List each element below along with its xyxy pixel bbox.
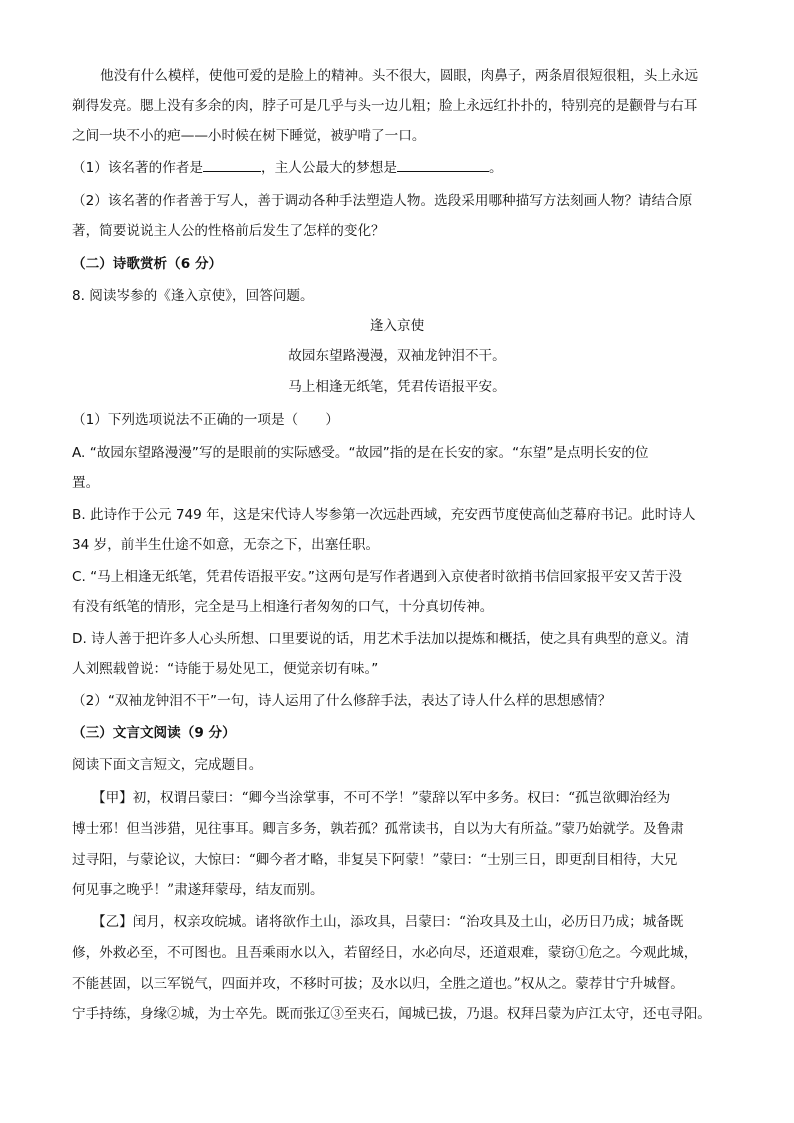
poem-title: 逢入京使 [369,318,425,334]
jia-line-3: 过寻阳，与蒙论议，大惊曰：“卿今者才略，非复吴下阿蒙！”蒙曰：“士别三日，即更刮目相待，大兄 [72,852,678,868]
option-a-line-1: A. “故园东望路漫漫”写的是眼前的实际感受。“故园”指的是在长安的家。“东望”是点明长安的位 [72,445,649,461]
q7-sub1-prefix: （1）该名著的作者是 [72,160,203,176]
option-b-line-2: 34 岁，前半生仕途不如意，无奈之下，出塞任职。 [72,537,380,553]
q7-sub1-suffix: 。 [488,160,503,176]
q7-sub1 [72,157,503,178]
option-d-line-1: D. 诗人善于把许多人心头所想、口里要说的话，用艺术手法加以提炼和概括，使之具有典型的意义。清 [72,631,690,647]
jia-line-2: 博士邪！但当涉猎，见往事耳。卿言多务，孰若孤？孤常读书，自以为大有所益。”蒙乃始就学。及鲁肃 [72,821,684,837]
q8-sub2: （2）“双袖龙钟泪不干”一句，诗人运用了什么修辞手法，表达了诗人什么样的思想感情？ [72,693,612,709]
yi-line-2: 修，外救必至，不可图也。且吾乘雨水以入，若留经日，水必向尽，还道艰难，蒙窃①危之。今观此城， [72,945,698,961]
option-d-line-2: 人刘熙载曾说：“诗能于易处见工，便觉亲切有味。” [72,661,379,677]
section3-intro: 阅读下面文言短文，完成题目。 [72,757,263,773]
q8-sub1: （1）下列选项说法不正确的一项是（ ） [72,412,339,428]
section2-heading: （二）诗歌赏析（6 分） [72,256,223,272]
q8-intro: 8. 阅读岑参的《逢入京使》，回答问题。 [72,288,314,304]
passage-line-1: 他没有什么模样，使他可爱的是脸上的精神。头不很大，圆眼，肉鼻子，两条眉很短很粗，头上永远 [100,68,699,84]
option-c-line-2: 有没有纸笔的情形，完全是马上相逢行者匆匆的口气，十分真切传神。 [72,599,494,615]
option-b-line-1: B. 此诗作于公元 749 年，这是宋代诗人岑参第一次远赴西域，充安西节度使高仙芝幕府书记。此时诗人 [72,507,696,523]
passage-line-3: 之间一块不小的疤——小时候在树下睡觉，被驴啃了一口。 [72,128,426,144]
dream-answer-blank[interactable] [397,157,489,172]
jia-line-4: 何见事之晚乎！”肃遂拜蒙母，结友而别。 [72,882,324,898]
option-c-line-1: C. “马上相逢无纸笔，凭君传语报平安。”这两句是写作者遇到入京使者时欲捎书信回家报平安又苦于没 [72,569,682,585]
jia-line-1: 【甲】初，权谓吕蒙曰：“卿今当涂掌事，不可不学！”蒙辞以军中多务。权曰：“孤岂欲卿治经为 [92,790,671,806]
yi-line-3: 不能甚固，以三军锐气，四面并攻，不移时可拔；及水以归，全胜之道也。”权从之。蒙荐甘宁升城督。 [72,976,684,992]
poem-line-1: 故园东望路漫漫，双袖龙钟泪不干。 [288,348,506,364]
q7-sub2-line-2: 著，简要说说主人公的性格前后发生了怎样的变化？ [72,223,385,239]
poem-line-2: 马上相逢无纸笔，凭君传语报平安。 [288,379,506,395]
author-answer-blank[interactable] [203,157,261,172]
yi-line-4: 宁手持练，身缘②城，为士卒先。既而张辽③至夹石，闻城已拔，乃退。权拜吕蒙为庐江太守，还屯寻阳。 [72,1006,711,1022]
yi-line-1: 【乙】闰月，权亲攻皖城。诸将欲作土山，添攻具，吕蒙曰：“治攻具及土山，必历日乃成；城备既 [92,914,684,930]
section3-heading: （三）文言文阅读（9 分） [72,725,236,741]
option-a-line-2: 置。 [72,475,100,491]
q7-sub1-middle: ，主人公最大的梦想是 [261,160,397,176]
passage-line-2: 剃得发亮。腮上没有多余的肉，脖子可是几乎与头一边儿粗；脸上永远红扑扑的，特别亮的是颧骨与右耳 [72,98,698,114]
q7-sub2-line-1: （2）该名著的作者善于写人，善于调动各种手法塑造人物。选段采用哪种描写方法刻画人物？请结合原 [72,193,693,209]
